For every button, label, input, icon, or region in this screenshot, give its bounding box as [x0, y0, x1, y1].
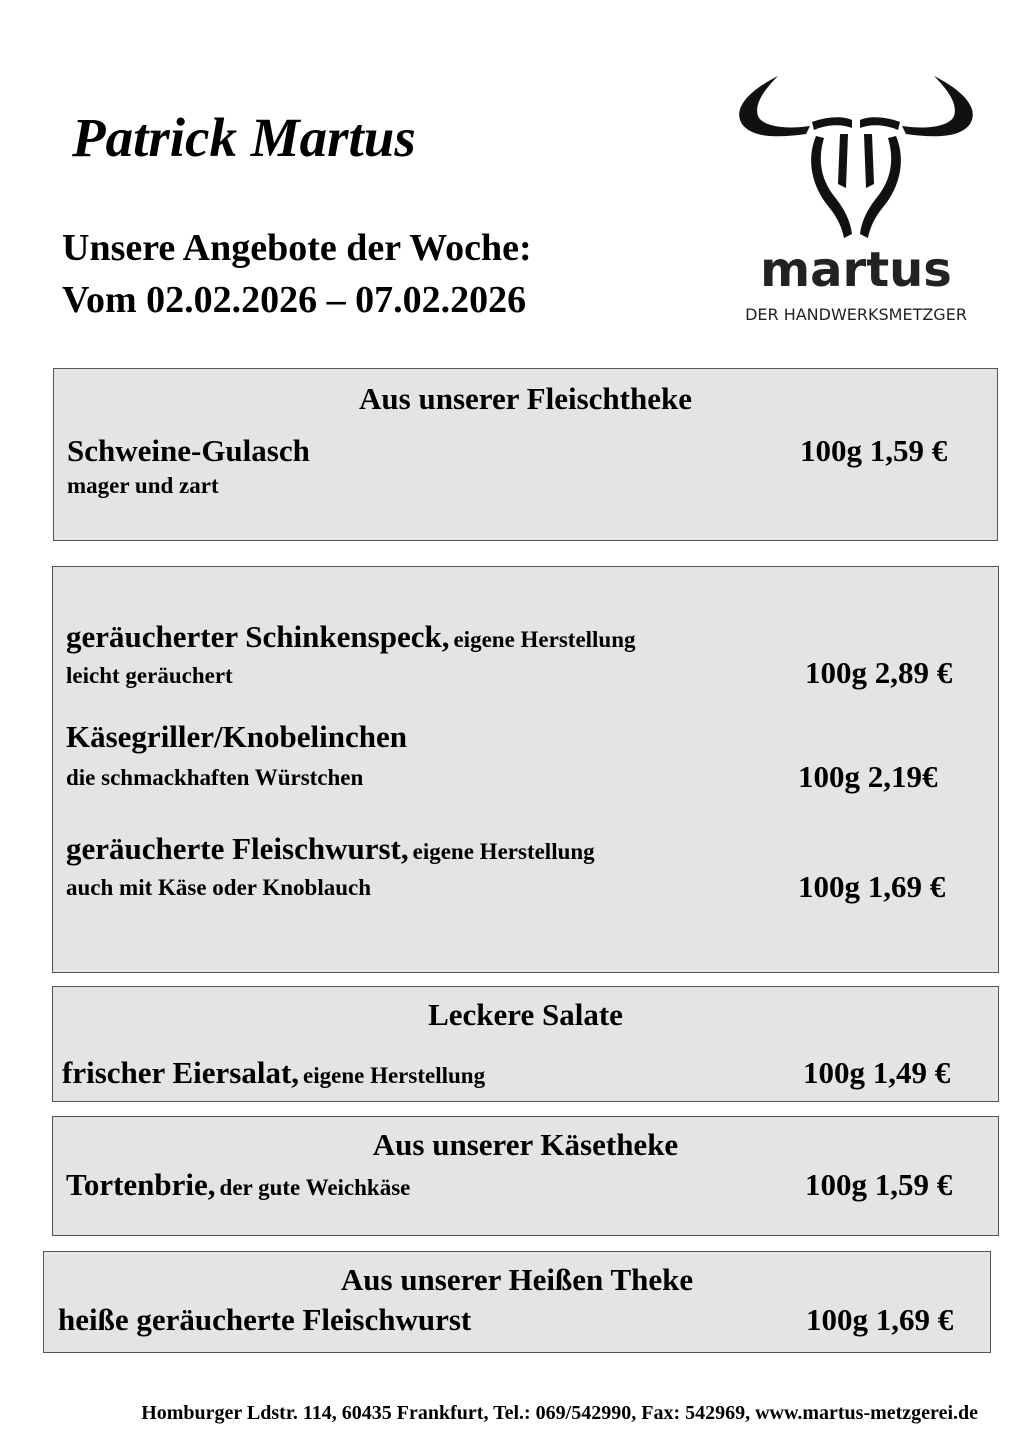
product-note: der gute Weichkäse	[219, 1175, 411, 1200]
product-name: Käsegriller/Knobelinchen	[66, 719, 407, 754]
product-name: Schweine-Gulasch	[67, 433, 310, 468]
product-price: 100g 1,59 €	[805, 1167, 953, 1202]
product-description: mager und zart	[67, 473, 219, 498]
product-name: geräucherte Fleischwurst,	[66, 831, 409, 866]
section-title: Aus unserer Fleischtheke	[359, 381, 692, 416]
section-title: Leckere Salate	[428, 997, 623, 1032]
product-price: 100g 2,89 €	[805, 655, 953, 690]
product-description: leicht geräuchert	[66, 663, 233, 688]
product-price: 100g 1,59 €	[800, 433, 948, 468]
logo-wordmark: martus	[760, 242, 952, 298]
owner-name: Patrick Martus	[72, 107, 416, 168]
product-price: 100g 1,69 €	[798, 869, 946, 904]
product-price: 100g 1,69 €	[806, 1302, 954, 1337]
product-description: die schmackhaften Würstchen	[66, 765, 364, 790]
logo-tagline: DER HANDWERKSMETZGER	[745, 305, 967, 324]
section-heisse-theke	[43, 1251, 991, 1353]
product-name: frischer Eiersalat,	[62, 1055, 300, 1090]
offer-headline: Unsere Angebote der Woche:	[62, 227, 532, 269]
footer-contact: Homburger Ldstr. 114, 60435 Frankfurt, Tel.: 069/542990, Fax: 542969, www.martus-metzgerei.de	[141, 1402, 978, 1424]
product-note: eigene Herstellung	[303, 1063, 486, 1088]
product-price: 100g 2,19€	[798, 759, 938, 794]
product-price: 100g 1,49 €	[803, 1055, 951, 1090]
product-note: eigene Herstellung	[453, 627, 636, 652]
martus-logo	[728, 68, 984, 330]
product-name: geräucherter Schinkenspeck,	[66, 619, 450, 654]
product-description: auch mit Käse oder Knoblauch	[66, 875, 371, 900]
section-fleischtheke	[53, 368, 998, 541]
bull-head-icon	[739, 76, 973, 238]
section-specials	[52, 566, 999, 973]
product-name: Tortenbrie,	[66, 1167, 216, 1202]
section-kaesetheke	[52, 1116, 999, 1236]
section-title: Aus unserer Heißen Theke	[340, 1262, 694, 1297]
section-title: Aus unserer Käsetheke	[372, 1127, 679, 1162]
product-note: eigene Herstellung	[412, 839, 595, 864]
offer-date-range: Vom 02.02.2026 – 07.02.2026	[62, 279, 527, 321]
product-name: heiße geräucherte Fleischwurst	[58, 1302, 472, 1337]
section-salate	[52, 986, 999, 1102]
